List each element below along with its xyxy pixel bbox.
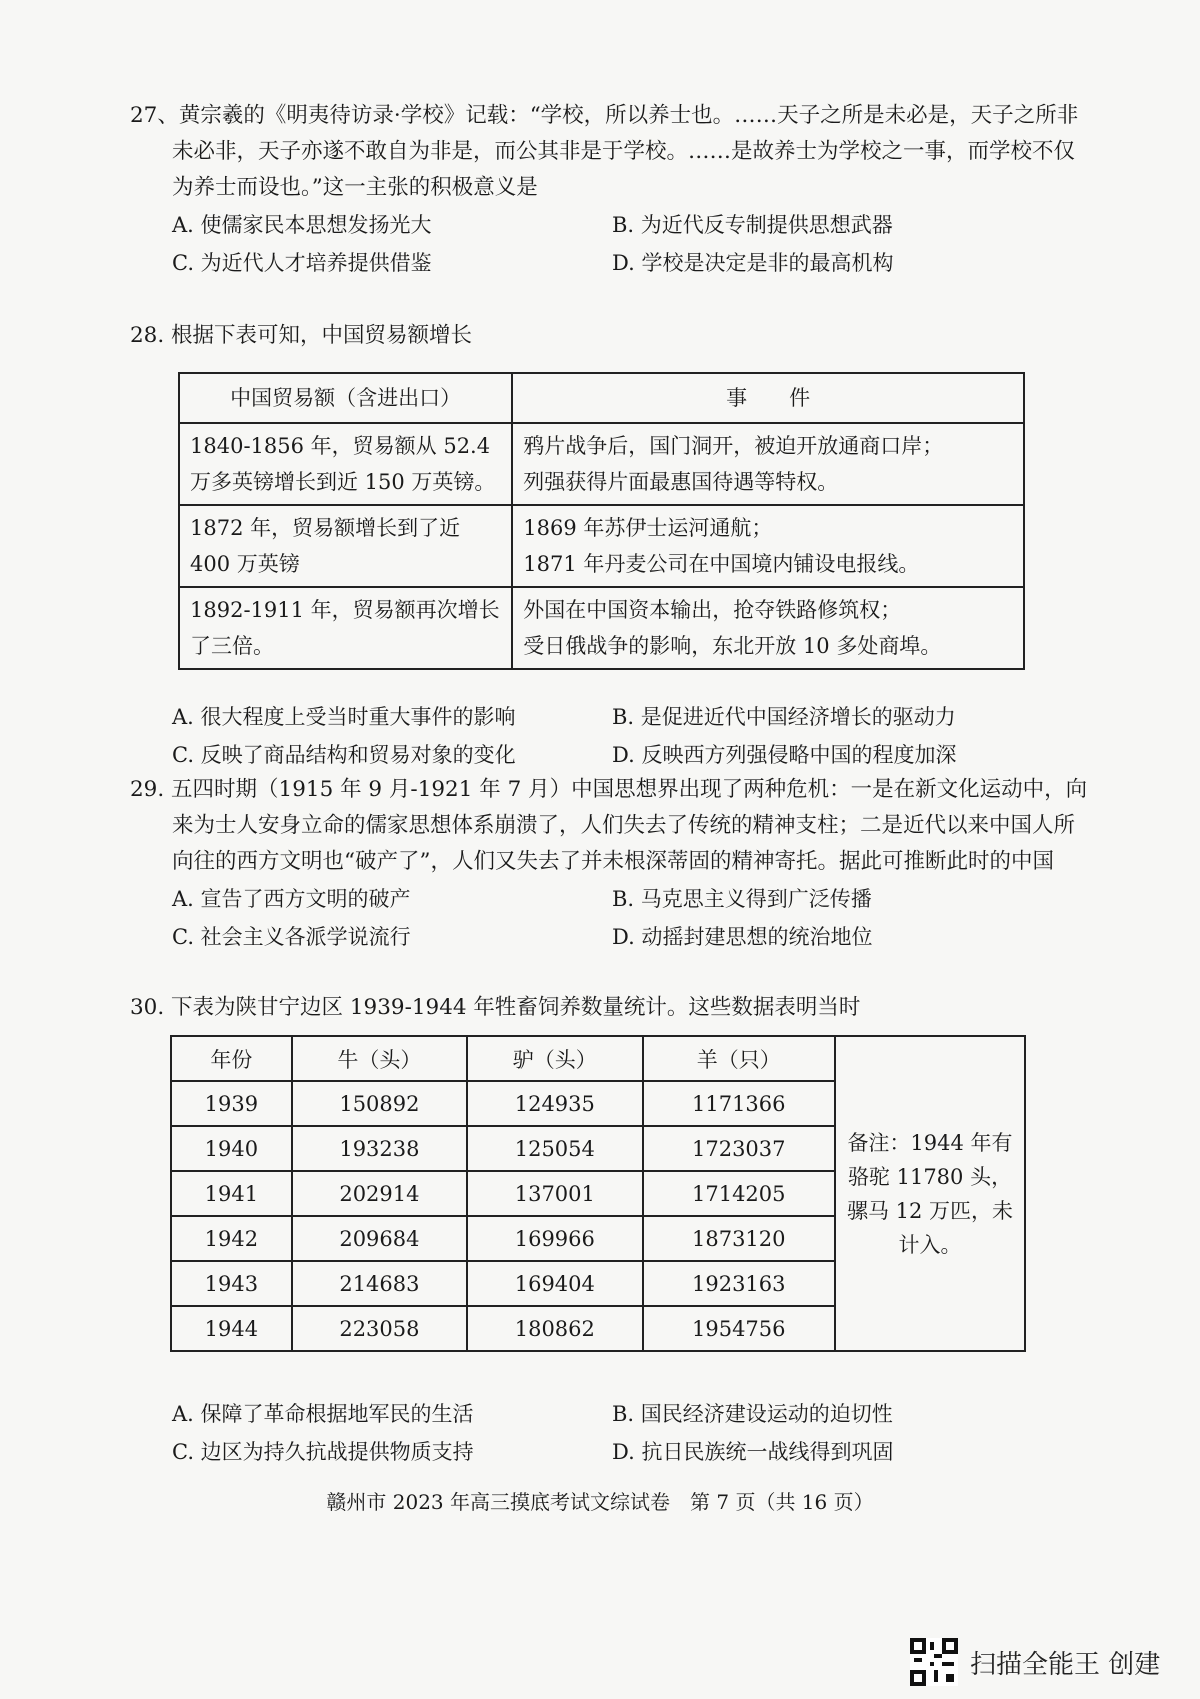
cattle-cell: 193238: [292, 1126, 467, 1171]
trade-cell: 1872 年，贸易额增长到了近 400 万英镑: [179, 505, 512, 587]
livestock-table: [170, 1035, 1026, 1352]
question-28: [130, 318, 1090, 354]
donkey-cell: 125054: [467, 1126, 642, 1171]
question-30-stem: 30. 下表为陕甘宁边区 1939-1944 年牲畜饲养数量统计。这些数据表明当时: [130, 995, 861, 1020]
option-c: C. 边区为持久抗战提供物质支持: [172, 1440, 474, 1464]
event-line: 1871 年丹麦公司在中国境内铺设电报线。: [523, 552, 920, 576]
question-29: [130, 772, 1090, 956]
table-row: [179, 505, 1024, 587]
year-cell: 1941: [171, 1171, 292, 1216]
livestock-table-header: [171, 1036, 1025, 1081]
option-c: C. 反映了商品结构和贸易对象的变化: [172, 743, 516, 767]
header-donkey: 驴（头）: [467, 1036, 642, 1081]
header-sheep: 羊（只）: [643, 1036, 836, 1081]
event-line: 受日俄战争的影响，东北开放 10 多处商埠。: [523, 634, 942, 658]
year-cell: 1942: [171, 1216, 292, 1261]
cattle-cell: 223058: [292, 1306, 467, 1351]
option-b: B. 是促进近代中国经济增长的驱动力: [612, 705, 956, 729]
option-a: A. 宣告了西方文明的破产: [172, 887, 411, 911]
cattle-cell: 150892: [292, 1081, 467, 1126]
question-28-stem: 28. 根据下表可知，中国贸易额增长: [130, 323, 473, 348]
sheep-cell: 1171366: [643, 1081, 836, 1126]
donkey-cell: 180862: [467, 1306, 642, 1351]
event-cell: [512, 587, 1024, 669]
header-year: 年份: [171, 1036, 292, 1081]
event-cell: [512, 423, 1024, 505]
event-line: 1869 年苏伊士运河通航；: [523, 516, 773, 540]
header-cattle: 牛（头）: [292, 1036, 467, 1081]
question-27: [130, 98, 1090, 282]
table-row: [179, 587, 1024, 669]
question-30: [130, 990, 1090, 1026]
trade-table: [178, 372, 1025, 670]
cattle-cell: 214683: [292, 1261, 467, 1306]
question-29-options: [172, 880, 1090, 956]
watermark-text: 扫描全能王 创建: [970, 1649, 1161, 1680]
qr-code-icon: [910, 1638, 958, 1686]
sheep-cell: 1954756: [643, 1306, 836, 1351]
question-30-options-block: [130, 1395, 1090, 1471]
option-a: A. 使儒家民本思想发扬光大: [172, 213, 432, 237]
trade-cell: 1892-1911 年，贸易额再次增长了三倍。: [179, 587, 512, 669]
event-cell: [512, 505, 1024, 587]
question-28-options: [172, 698, 1090, 774]
year-cell: 1939: [171, 1081, 292, 1126]
event-line: 外国在中国资本输出，抢夺铁路修筑权；: [523, 598, 902, 622]
donkey-cell: 169404: [467, 1261, 642, 1306]
table-note: 备注：1944 年有骆驼 11780 头，骡马 12 万匹，未计入。: [835, 1036, 1025, 1351]
option-d: D. 学校是决定是非的最高机构: [612, 251, 894, 275]
option-a: A. 很大程度上受当时重大事件的影响: [172, 705, 516, 729]
table-row: [179, 423, 1024, 505]
header-trade: 中国贸易额（含进出口）: [179, 373, 512, 423]
option-c: C. 为近代人才培养提供借鉴: [172, 251, 432, 275]
question-30-options: [172, 1395, 1090, 1471]
sheep-cell: 1714205: [643, 1171, 836, 1216]
question-29-stem: 29. 五四时期（1915 年 9 月-1921 年 7 月）中国思想界出现了两种危机：一是在新文化运动中，向来为士人安身立命的儒家思想体系崩溃了，人们失去了传统的精神支柱；二是近代以来中国人所向往的西方文明也“破产了”，人们又失去了并未根深蒂固的精神寄托。据此可推断此时的中国: [130, 777, 1088, 874]
option-a: A. 保障了革命根据地军民的生活: [172, 1402, 474, 1426]
option-b: B. 马克思主义得到广泛传播: [612, 887, 872, 911]
cattle-cell: 202914: [292, 1171, 467, 1216]
header-event: 事 件: [512, 373, 1024, 423]
donkey-cell: 124935: [467, 1081, 642, 1126]
trade-cell: 1840-1856 年，贸易额从 52.4 万多英镑增长到近 150 万英镑。: [179, 423, 512, 505]
year-cell: 1940: [171, 1126, 292, 1171]
event-line: 列强获得片面最惠国待遇等特权。: [523, 470, 839, 494]
trade-table-header: [179, 373, 1024, 423]
donkey-cell: 137001: [467, 1171, 642, 1216]
option-b: B. 国民经济建设运动的迫切性: [612, 1402, 893, 1426]
option-b: B. 为近代反专制提供思想武器: [612, 213, 893, 237]
question-28-options-block: [130, 698, 1090, 774]
event-line: 鸦片战争后，国门洞开，被迫开放通商口岸；: [523, 434, 944, 458]
option-d: D. 反映西方列强侵略中国的程度加深: [612, 743, 957, 767]
sheep-cell: 1923163: [643, 1261, 836, 1306]
question-27-stem: 27、黄宗羲的《明夷待访录·学校》记载：“学校，所以养士也。……天子之所是未必是，天子之所非未必非，天子亦遂不敢自为非是，而公其非是于学校。……是故养士为学校之一事，而学校不仅为养士而设也。”这一主张的积极意义是: [130, 103, 1079, 200]
scanner-watermark: [910, 1638, 1160, 1686]
page-footer: 赣州市 2023 年高三摸底考试文综试卷 第 7 页（共 16 页）: [326, 1490, 874, 1514]
option-c: C. 社会主义各派学说流行: [172, 925, 411, 949]
sheep-cell: 1873120: [643, 1216, 836, 1261]
question-27-options: [172, 206, 1090, 282]
option-d: D. 动摇封建思想的统治地位: [612, 925, 873, 949]
option-d: D. 抗日民族统一战线得到巩固: [612, 1440, 894, 1464]
cattle-cell: 209684: [292, 1216, 467, 1261]
donkey-cell: 169966: [467, 1216, 642, 1261]
year-cell: 1943: [171, 1261, 292, 1306]
sheep-cell: 1723037: [643, 1126, 836, 1171]
year-cell: 1944: [171, 1306, 292, 1351]
